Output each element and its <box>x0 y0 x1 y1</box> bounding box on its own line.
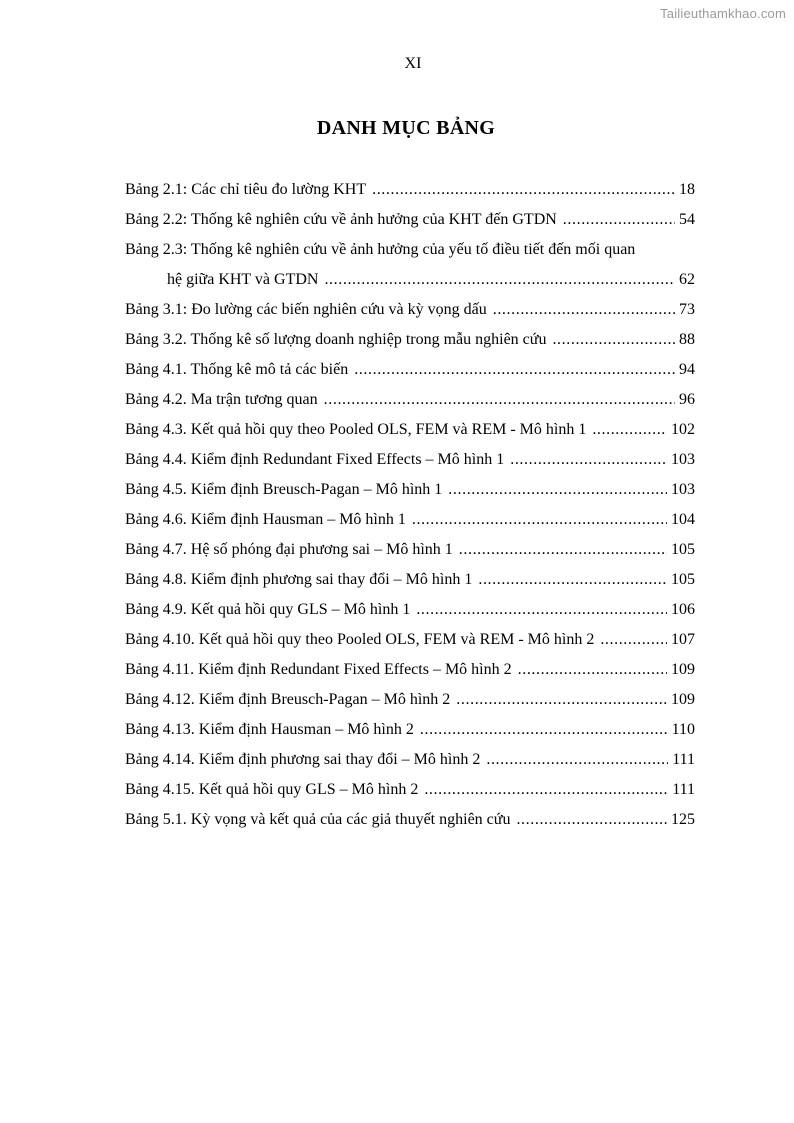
toc-entry-page: 62 <box>679 271 695 288</box>
toc-entry[interactable] <box>125 415 695 445</box>
toc-entry-page: 106 <box>671 601 695 618</box>
toc-entry[interactable] <box>125 175 695 205</box>
dot-leader <box>478 565 667 595</box>
toc-entry[interactable] <box>125 685 695 715</box>
toc-entry-label: Bảng 4.9. Kết quả hồi quy GLS – Mô hình 1 <box>125 601 411 618</box>
dot-leader <box>510 445 667 475</box>
toc-entry-label: Bảng 4.12. Kiểm định Breusch-Pagan – Mô hình 2 <box>125 691 451 708</box>
toc-entry[interactable] <box>125 445 695 475</box>
toc-entry-page: 110 <box>671 721 695 738</box>
dot-leader <box>486 745 668 775</box>
toc-entry-label: Bảng 3.2. Thống kê số lượng doanh nghiệp trong mẫu nghiên cứu <box>125 331 547 348</box>
toc-entry-label: Bảng 4.13. Kiểm định Hausman – Mô hình 2 <box>125 721 414 738</box>
toc-entry-page: 102 <box>671 421 695 438</box>
toc-entry-label: Bảng 5.1. Kỳ vọng và kết quả của các giả thuyết nghiên cứu <box>125 811 511 828</box>
toc-entry-label: Bảng 4.10. Kết quả hồi quy theo Pooled OLS, FEM và REM - Mô hình 2 <box>125 631 595 648</box>
dot-leader <box>493 295 675 325</box>
toc-entry-label: Bảng 4.6. Kiểm định Hausman – Mô hình 1 <box>125 511 406 528</box>
toc-entry-page: 125 <box>671 811 695 828</box>
dot-leader <box>424 775 668 805</box>
dot-leader <box>552 325 675 355</box>
dot-leader <box>563 205 675 235</box>
dot-leader <box>412 505 667 535</box>
toc-entry-label-continuation: hệ giữa KHT và GTDN <box>167 271 319 288</box>
dot-leader <box>456 685 667 715</box>
toc-entry[interactable] <box>125 505 695 535</box>
toc-entry-label: Bảng 4.7. Hệ số phóng đại phương sai – Mô hình 1 <box>125 541 453 558</box>
dot-leader <box>420 715 668 745</box>
toc-entry[interactable] <box>125 805 695 835</box>
toc-entry-page: 105 <box>671 541 695 558</box>
page-title: DANH MỤC BẢNG <box>316 117 496 139</box>
toc-entry[interactable] <box>125 205 695 235</box>
toc-entry-page: 88 <box>679 331 695 348</box>
toc-entry-label: Bảng 2.2: Thống kê nghiên cứu về ảnh hưởng của KHT đến GTDN <box>125 211 557 228</box>
toc-entry-label: Bảng 2.1: Các chỉ tiêu đo lường KHT <box>125 181 367 198</box>
toc-entry[interactable] <box>125 625 695 655</box>
toc-entry-page: 109 <box>671 661 695 678</box>
dot-leader <box>354 355 675 385</box>
toc-entry[interactable] <box>125 745 695 775</box>
toc-entry-page: 94 <box>679 361 695 378</box>
dot-leader <box>592 415 667 445</box>
dot-leader <box>324 385 675 415</box>
toc-entry[interactable] <box>125 325 695 355</box>
toc-entry[interactable] <box>125 385 695 415</box>
toc-entry[interactable] <box>125 775 695 805</box>
toc-entry-page: 107 <box>671 631 695 648</box>
toc-entry-label: Bảng 4.11. Kiểm định Redundant Fixed Effects – Mô hình 2 <box>125 661 512 678</box>
toc-entry[interactable] <box>125 535 695 565</box>
toc-entry[interactable] <box>125 295 695 325</box>
dot-leader <box>518 655 667 685</box>
toc-entry-page: 111 <box>672 781 695 798</box>
toc-entry[interactable] <box>125 655 695 685</box>
toc-entry-label: Bảng 4.4. Kiểm định Redundant Fixed Effects – Mô hình 1 <box>125 451 505 468</box>
toc-entry-page: 96 <box>679 391 695 408</box>
page-number: XI <box>404 55 422 72</box>
table-list <box>125 175 695 835</box>
toc-entry-label: Bảng 4.1. Thống kê mô tả các biến <box>125 361 349 378</box>
toc-entry-label: Bảng 4.14. Kiểm định phương sai thay đổi – Mô hình 2 <box>125 751 481 768</box>
dot-leader <box>459 535 667 565</box>
dot-leader <box>416 595 667 625</box>
toc-entry-label: Bảng 4.2. Ma trận tương quan <box>125 391 318 408</box>
dot-leader <box>448 475 667 505</box>
dot-leader <box>600 625 667 655</box>
toc-entry[interactable] <box>125 355 695 385</box>
toc-entry-page: 105 <box>671 571 695 588</box>
dot-leader <box>516 805 667 835</box>
toc-entry[interactable] <box>125 565 695 595</box>
toc-entry-page: 73 <box>679 301 695 318</box>
toc-entry-page: 103 <box>671 451 695 468</box>
toc-entry-page: 18 <box>679 181 695 198</box>
toc-entry[interactable] <box>125 595 695 625</box>
dot-leader <box>324 265 675 295</box>
toc-entry[interactable] <box>125 475 695 505</box>
toc-entry-label: Bảng 4.3. Kết quả hồi quy theo Pooled OLS, FEM và REM - Mô hình 1 <box>125 421 587 438</box>
dot-leader <box>372 175 675 205</box>
toc-entry-label: Bảng 3.1: Đo lường các biến nghiên cứu và kỳ vọng dấu <box>125 301 487 318</box>
toc-entry-label: Bảng 2.3: Thống kê nghiên cứu về ảnh hưởng của yếu tố điều tiết đến mối quan <box>125 241 636 258</box>
toc-entry-page: 109 <box>671 691 695 708</box>
toc-entry[interactable] <box>125 235 695 295</box>
toc-entry-page: 111 <box>672 751 695 768</box>
toc-entry-page: 104 <box>671 511 695 528</box>
watermark: Tailieuthamkhao.com <box>660 6 786 21</box>
toc-entry-page: 54 <box>679 211 695 228</box>
toc-entry-label: Bảng 4.5. Kiểm định Breusch-Pagan – Mô hình 1 <box>125 481 443 498</box>
toc-entry-label: Bảng 4.15. Kết quả hồi quy GLS – Mô hình 2 <box>125 781 419 798</box>
toc-entry-page: 103 <box>671 481 695 498</box>
toc-entry-label: Bảng 4.8. Kiểm định phương sai thay đổi – Mô hình 1 <box>125 571 473 588</box>
toc-entry[interactable] <box>125 715 695 745</box>
